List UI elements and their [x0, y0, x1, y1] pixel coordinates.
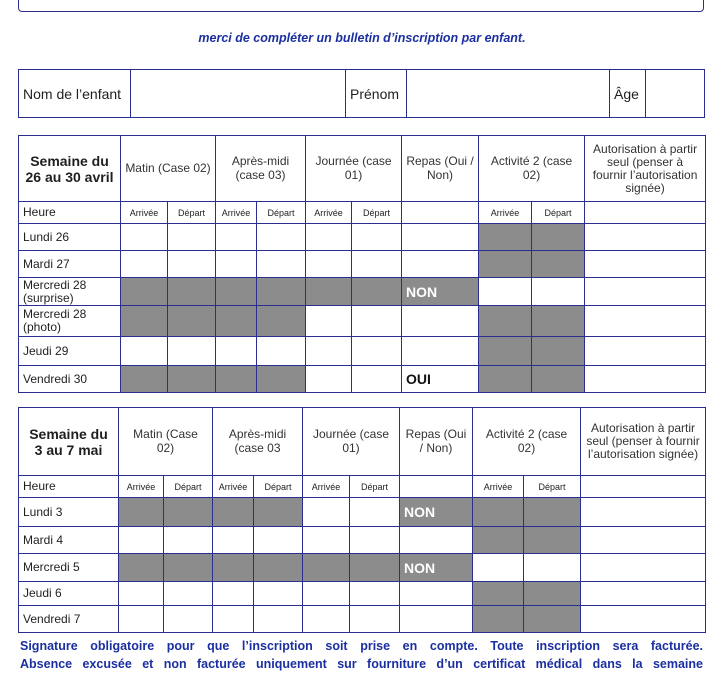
cell[interactable] — [585, 278, 706, 306]
shaded-cell — [164, 554, 213, 582]
cell[interactable] — [121, 224, 168, 251]
shaded-cell — [524, 527, 581, 554]
week2-header-row — [19, 408, 706, 476]
shaded-cell — [479, 337, 532, 366]
empty-cell — [400, 476, 473, 498]
cell[interactable] — [119, 527, 164, 554]
shaded-cell — [254, 498, 303, 527]
cell[interactable] — [254, 582, 303, 606]
cell[interactable] — [352, 224, 402, 251]
shaded-cell — [164, 498, 213, 527]
shaded-cell — [350, 554, 400, 582]
cell[interactable] — [306, 306, 352, 337]
cell[interactable] — [257, 224, 306, 251]
week1-title: Semaine du 26 au 30 avril — [19, 136, 121, 202]
depart-label: Départ — [352, 202, 402, 224]
cell[interactable] — [168, 251, 216, 278]
cell[interactable] — [473, 554, 524, 582]
shaded-cell — [479, 366, 532, 393]
empty-cell — [581, 476, 706, 498]
table-row — [19, 306, 706, 337]
col-journee: Journée (case 01) — [303, 408, 400, 476]
cell[interactable] — [479, 278, 532, 306]
arrivee-label: Arrivée — [213, 476, 254, 498]
cell[interactable] — [119, 582, 164, 606]
table-row — [19, 337, 706, 366]
week1-subheader-row — [19, 202, 706, 224]
day-label: Lundi 26 — [19, 224, 121, 251]
cell[interactable] — [402, 224, 479, 251]
child-age-field[interactable] — [646, 70, 705, 118]
empty-cell — [585, 202, 706, 224]
cell[interactable] — [306, 224, 352, 251]
cell[interactable] — [213, 606, 254, 633]
cell[interactable] — [164, 527, 213, 554]
repas-note: NON — [400, 498, 473, 527]
cell[interactable] — [350, 606, 400, 633]
week2-title: Semaine du 3 au 7 mai — [19, 408, 119, 476]
cell[interactable] — [121, 337, 168, 366]
cell[interactable] — [306, 337, 352, 366]
cell[interactable] — [524, 554, 581, 582]
cell[interactable] — [400, 606, 473, 633]
arrivee-label: Arrivée — [119, 476, 164, 498]
footer-line-2: Absence excusée et non facturée uniquement sur fourniture d’un certificat médical dans la semaine — [20, 657, 703, 671]
cell[interactable] — [585, 366, 706, 393]
shaded-cell — [524, 606, 581, 633]
cell[interactable] — [306, 366, 352, 393]
day-label: Lundi 3 — [19, 498, 119, 527]
shaded-cell — [473, 498, 524, 527]
shaded-cell — [306, 278, 352, 306]
cell[interactable] — [352, 306, 402, 337]
arrivee-label: Arrivée — [479, 202, 532, 224]
col-autorisation: Autorisation à partir seul (penser à fournir l’autorisation signée) — [585, 136, 706, 202]
depart-label: Départ — [168, 202, 216, 224]
shaded-cell — [121, 306, 168, 337]
depart-label: Départ — [164, 476, 213, 498]
col-activite: Activité 2 (case 02) — [479, 136, 585, 202]
day-label: Mercredi 5 — [19, 554, 119, 582]
arrivee-label: Arrivée — [303, 476, 350, 498]
shaded-cell — [257, 306, 306, 337]
cell[interactable] — [216, 337, 257, 366]
arrivee-label: Arrivée — [216, 202, 257, 224]
cell[interactable] — [352, 366, 402, 393]
shaded-cell — [254, 554, 303, 582]
cell[interactable] — [164, 582, 213, 606]
shaded-cell — [479, 251, 532, 278]
arrivee-label: Arrivée — [121, 202, 168, 224]
shaded-cell — [479, 224, 532, 251]
cell[interactable] — [585, 306, 706, 337]
cell[interactable] — [352, 337, 402, 366]
shaded-cell — [257, 278, 306, 306]
cell[interactable] — [581, 498, 706, 527]
day-label: Mercredi 28 (photo) — [19, 306, 121, 337]
cell[interactable] — [121, 251, 168, 278]
cell[interactable] — [213, 527, 254, 554]
shaded-cell — [216, 366, 257, 393]
cell[interactable] — [532, 278, 585, 306]
cell[interactable] — [216, 251, 257, 278]
week2-table — [18, 407, 706, 633]
shaded-cell — [532, 306, 585, 337]
col-apres-midi: Après-midi (case 03 — [213, 408, 303, 476]
shaded-cell — [479, 306, 532, 337]
table-row — [19, 224, 706, 251]
repas-note: NON — [402, 278, 479, 306]
cell[interactable] — [303, 582, 350, 606]
col-autorisation: Autorisation à partir seul (penser à fournir l’autorisation signée) — [581, 408, 706, 476]
shaded-cell — [216, 306, 257, 337]
depart-label: Départ — [524, 476, 581, 498]
day-label: Vendredi 30 — [19, 366, 121, 393]
col-activite: Activité 2 (case 02) — [473, 408, 581, 476]
cell[interactable] — [254, 527, 303, 554]
week1-table — [18, 135, 706, 393]
col-matin: Matin (Case 02) — [121, 136, 216, 202]
col-matin: Matin (Case 02) — [119, 408, 213, 476]
cell[interactable] — [303, 527, 350, 554]
shaded-cell — [473, 582, 524, 606]
shaded-cell — [524, 582, 581, 606]
cell[interactable] — [400, 527, 473, 554]
heure-label: Heure — [19, 202, 121, 224]
child-age-label: Âge — [610, 70, 646, 118]
day-label: Mardi 27 — [19, 251, 121, 278]
footer-line-1: Signature obligatoire pour que l’inscription soit prise en compte. Toute inscription sera facturée. — [20, 639, 703, 653]
table-row — [19, 554, 706, 582]
cell[interactable] — [257, 251, 306, 278]
cell[interactable] — [350, 582, 400, 606]
shaded-cell — [168, 366, 216, 393]
cell[interactable] — [306, 251, 352, 278]
week1-header-row — [19, 136, 706, 202]
cell[interactable] — [119, 606, 164, 633]
shaded-cell — [168, 278, 216, 306]
table-row — [19, 251, 706, 278]
shaded-cell — [213, 554, 254, 582]
heure-label: Heure — [19, 476, 119, 498]
depart-label: Départ — [532, 202, 585, 224]
cell[interactable] — [581, 606, 706, 633]
day-label: Mercredi 28 (surprise) — [19, 278, 121, 306]
repas-note: NON — [400, 554, 473, 582]
cell[interactable] — [303, 606, 350, 633]
shaded-cell — [303, 554, 350, 582]
col-repas: Repas (Oui / Non) — [402, 136, 479, 202]
table-row — [19, 527, 706, 554]
arrivee-label: Arrivée — [306, 202, 352, 224]
child-firstname-field[interactable] — [407, 70, 610, 118]
cell[interactable] — [585, 337, 706, 366]
shaded-cell — [213, 498, 254, 527]
shaded-cell — [524, 498, 581, 527]
shaded-cell — [257, 366, 306, 393]
shaded-cell — [473, 527, 524, 554]
cell[interactable] — [168, 337, 216, 366]
day-label: Jeudi 6 — [19, 582, 119, 606]
shaded-cell — [216, 278, 257, 306]
shaded-cell — [119, 554, 164, 582]
shaded-cell — [532, 366, 585, 393]
table-row — [19, 606, 706, 633]
cell[interactable] — [257, 337, 306, 366]
depart-label: Départ — [350, 476, 400, 498]
child-info-table — [18, 69, 705, 118]
table-row — [19, 278, 706, 306]
child-name-label: Nom de l’enfant — [19, 70, 131, 118]
shaded-cell — [168, 306, 216, 337]
cell[interactable] — [350, 498, 400, 527]
day-label: Vendredi 7 — [19, 606, 119, 633]
cell[interactable] — [402, 251, 479, 278]
footer-notice — [20, 637, 703, 673]
table-row — [19, 582, 706, 606]
week2-subheader-row — [19, 476, 706, 498]
cell[interactable] — [585, 251, 706, 278]
cell[interactable] — [402, 337, 479, 366]
cell[interactable] — [254, 606, 303, 633]
cell[interactable] — [581, 527, 706, 554]
cell[interactable] — [585, 224, 706, 251]
cell[interactable] — [303, 498, 350, 527]
cell[interactable] — [216, 224, 257, 251]
col-apres-midi: Après-midi (case 03) — [216, 136, 306, 202]
col-repas: Repas (Oui / Non) — [400, 408, 473, 476]
shaded-cell — [119, 498, 164, 527]
cell[interactable] — [352, 251, 402, 278]
shaded-cell — [352, 278, 402, 306]
depart-label: Départ — [254, 476, 303, 498]
day-label: Mardi 4 — [19, 527, 119, 554]
shaded-cell — [473, 606, 524, 633]
shaded-cell — [532, 224, 585, 251]
shaded-cell — [532, 251, 585, 278]
col-journee: Journée (case 01) — [306, 136, 402, 202]
arrivee-label: Arrivée — [473, 476, 524, 498]
empty-cell — [402, 202, 479, 224]
table-row — [19, 366, 706, 393]
cell[interactable] — [213, 582, 254, 606]
day-label: Jeudi 29 — [19, 337, 121, 366]
child-name-field[interactable] — [131, 70, 346, 118]
repas-note: OUI — [402, 366, 479, 393]
cell[interactable] — [350, 527, 400, 554]
cell[interactable] — [581, 554, 706, 582]
shaded-cell — [121, 366, 168, 393]
shaded-cell — [121, 278, 168, 306]
shaded-cell — [532, 337, 585, 366]
cell[interactable] — [402, 306, 479, 337]
cell[interactable] — [581, 582, 706, 606]
cell[interactable] — [164, 606, 213, 633]
deposit-banner — [18, 0, 704, 12]
cell[interactable] — [168, 224, 216, 251]
cell[interactable] — [400, 582, 473, 606]
depart-label: Départ — [257, 202, 306, 224]
table-row — [19, 498, 706, 527]
form-subtitle: merci de compléter un bulletin d’inscription par enfant. — [198, 31, 526, 45]
child-firstname-label: Prénom — [346, 70, 407, 118]
